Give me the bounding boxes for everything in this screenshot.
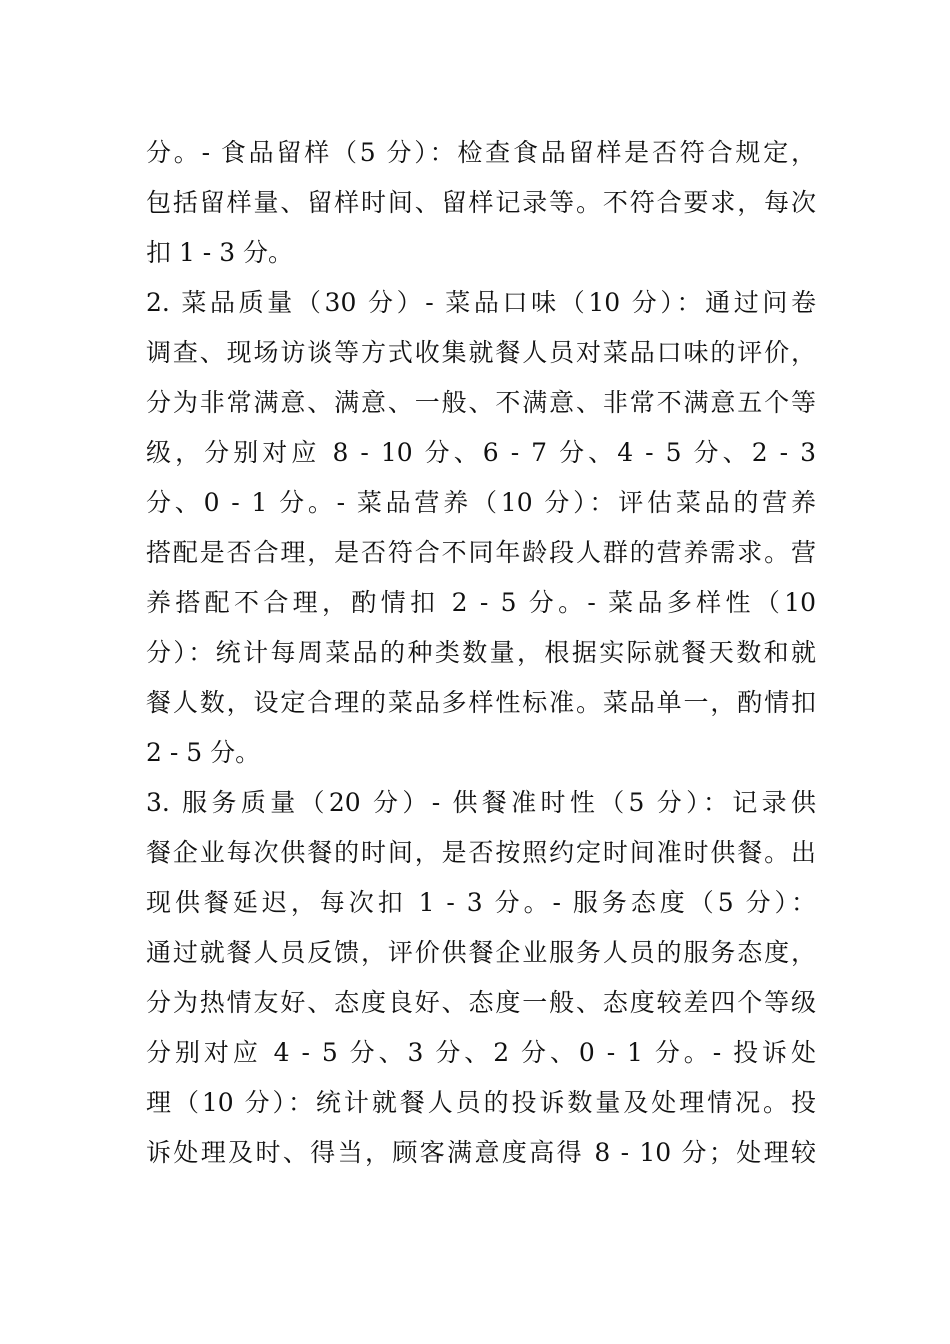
text-line: 养搭配不合理，酌情扣 2 - 5 分。- 菜品多样性（10 [146,588,816,617]
text-line: 分。- 食品留样（5 分）：检查食品留样是否符合规定， [146,138,816,167]
text-line: 搭配是否合理，是否符合不同年龄段人群的营养需求。营 [146,538,816,567]
text-line: 分）：统计每周菜品的种类数量，根据实际就餐天数和就 [146,638,816,667]
text-line: 通过就餐人员反馈，评价供餐企业服务人员的服务态度， [146,938,816,967]
text-line: 理（10 分）：统计就餐人员的投诉数量及处理情况。投 [146,1088,816,1117]
text-line: 分为非常满意、满意、一般、不满意、非常不满意五个等 [146,388,816,417]
text-line: 诉处理及时、得当，顾客满意度高得 8 - 10 分；处理较 [146,1138,816,1167]
text-line: 分别对应 4 - 5 分、3 分、2 分、0 - 1 分。- 投诉处 [146,1038,816,1067]
text-line: 扣 1 - 3 分。 [146,238,294,267]
text-line: 包括留样量、留样时间、留样记录等。不符合要求，每次 [146,188,816,217]
body-text [146,128,816,1178]
item-3-first-line: 3. 服务质量（20 分）- 供餐准时性（5 分）：记录供 [146,788,816,817]
text-line: 分、0 - 1 分。- 菜品营养（10 分）：评估菜品的营养 [146,488,816,517]
text-line: 餐企业每次供餐的时间，是否按照约定时间准时供餐。出 [146,838,816,867]
text-line: 调查、现场访谈等方式收集就餐人员对菜品口味的评价， [146,338,816,367]
text-line: 现供餐延迟，每次扣 1 - 3 分。- 服务态度（5 分）： [146,888,816,917]
text-line: 分为热情友好、态度良好、态度一般、态度较差四个等级 [146,988,816,1017]
item-2-first-line: 2. 菜品质量（30 分）- 菜品口味（10 分）：通过问卷 [146,288,816,317]
text-line: 级，分别对应 8 - 10 分、6 - 7 分、4 - 5 分、2 - 3 [146,438,816,467]
text-line: 2 - 5 分。 [146,738,261,767]
text-line: 餐人数，设定合理的菜品多样性标准。菜品单一，酌情扣 [146,688,816,717]
